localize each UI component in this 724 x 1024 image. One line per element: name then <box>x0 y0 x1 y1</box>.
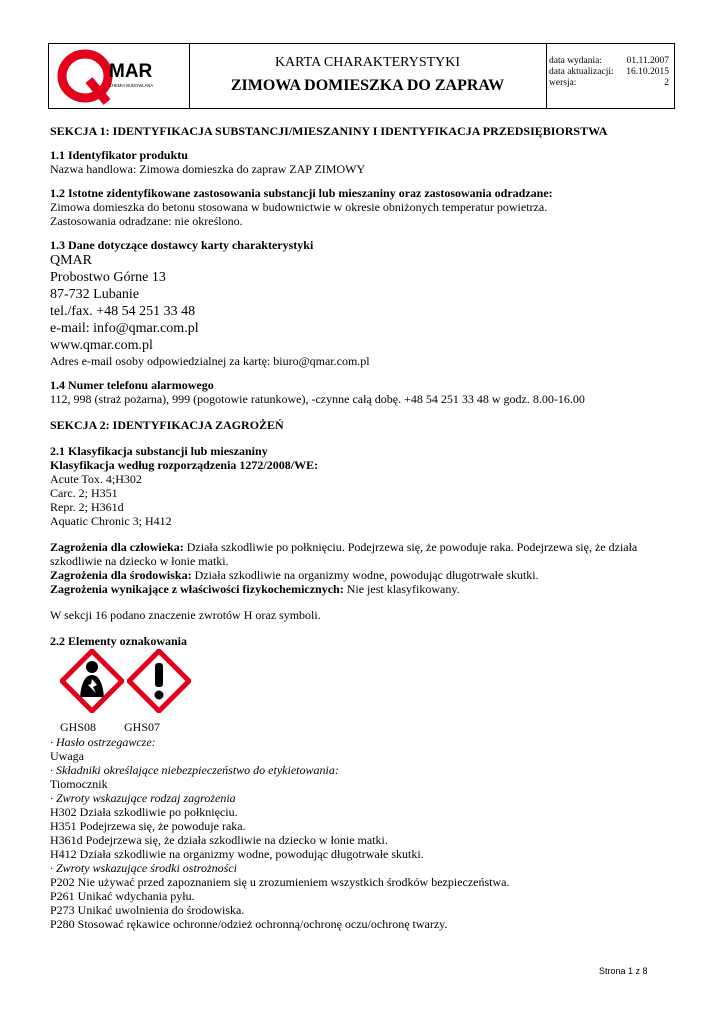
hazard-statement: H412 Działa szkodliwie na organizmy wodne, powodując długotrwałe skutki. <box>50 847 424 861</box>
subsection-1-3-heading: 1.3 Dane dotyczące dostawcy karty charakterystyki <box>50 238 314 252</box>
supplier-name: QMAR <box>50 253 93 268</box>
ghs-code: GHS08 <box>60 720 97 734</box>
subsection-1-2-heading: 1.2 Istotne zidentyfikowane zastosowania substancji lub mieszaniny oraz zastosowania odradzane: <box>50 186 553 200</box>
hazard-component: Tiomocznik <box>50 777 108 791</box>
ghs-pictograms <box>60 648 676 714</box>
precautionary-statement: P273 Unikać uwolnienia do środowiska. <box>50 903 245 917</box>
supplier-phone: tel./fax. +48 54 251 33 48 <box>50 304 196 319</box>
product-title: ZIMOWA DOMIESZKA DO ZAPRAW <box>230 77 505 94</box>
subsection-2-2-heading: 2.2 Elementy oznakowania <box>50 634 188 648</box>
subsection-1-4-heading: 1.4 Numer telefonu alarmowego <box>50 378 214 392</box>
supplier-email: e-mail: info@qmar.com.pl <box>50 321 199 336</box>
subsection-1-1-heading: 1.1 Identyfikator produktu <box>50 148 188 162</box>
hazard-statements-label: · Zwroty wskazujące rodzaj zagrożenia <box>50 791 236 805</box>
section-1-heading: SEKCJA 1: IDENTYFIKACJA SUBSTANCJI/MIESZANINY I IDENTYFIKACJA PRZEDSIĘBIORSTWA <box>50 124 608 138</box>
hazard-statement: H351 Podejrzewa się, że powoduje raka. <box>50 819 246 833</box>
classification-item: Repr. 2; H361d <box>50 500 124 514</box>
hazard-statement: H361d Podejrzewa się, że działa szkodliwie na dziecko w łonie matki. <box>50 833 388 847</box>
hazard-statement: H302 Działa szkodliwie po połknięciu. <box>50 805 238 819</box>
section-2-heading: SEKCJA 2: IDENTYFIKACJA ZAGROŻEŃ <box>50 418 284 432</box>
ghs-codes <box>60 720 676 735</box>
logo-text: MAR <box>109 61 153 82</box>
responsible-email: Adres e-mail osoby odpowiedzialnej za kartę: biuro@qmar.com.pl <box>50 354 370 368</box>
supplier-city: 87-732 Lubanie <box>50 287 140 302</box>
meta-version: wersja: 2 <box>549 78 669 88</box>
uses-advised-against: Zastosowania odradzane: nie określono. <box>50 214 243 228</box>
ghs-code: GHS07 <box>124 720 161 734</box>
health-hazard-icon <box>60 649 124 713</box>
signal-word: Uwaga <box>50 749 84 763</box>
environment-hazards: Zagrożenia dla środowiska: Działa szkodliwie na organizmy wodne, powodując długotrwałe skutki. <box>50 568 539 582</box>
precautionary-statements-label: · Zwroty wskazujące środki ostrożności <box>50 861 238 875</box>
supplier-street: Probostwo Górne 13 <box>50 270 166 285</box>
classification-item: Carc. 2; H351 <box>50 486 118 500</box>
header-title-block <box>189 44 547 108</box>
signal-word-label: · Hasło ostrzegawcze: <box>50 735 156 749</box>
trade-name: Nazwa handlowa: Zimowa domieszka do zapraw ZAP ZIMOWY <box>50 162 366 176</box>
supplier-website: www.qmar.com.pl <box>50 338 153 353</box>
hazard-components-label: · Składniki określające niebezpieczeństwo do etykietowania: <box>50 763 339 777</box>
emergency-phones: 112, 998 (straż pożarna), 999 (pogotowie ratunkowe), -czynne całą dobę. +48 54 251 33 48 w godz. 8.00-16.00 <box>50 392 585 406</box>
precautionary-statement: P202 Nie używać przed zapoznaniem się u zrozumieniem wszystkich środków bezpieczeństwa. <box>50 875 510 889</box>
header-meta <box>549 56 673 89</box>
qmar-logo-graphic <box>49 44 189 108</box>
document-title: KARTA CHARAKTERYSTYKI <box>274 55 461 70</box>
classification-item: Aquatic Chronic 3; H412 <box>50 514 172 528</box>
precautionary-statement: P261 Unikać wdychania pyłu. <box>50 889 195 903</box>
exclamation-mark-icon <box>127 649 191 713</box>
meta-update-date: data aktualizacji: 16.10.2015 <box>549 67 669 77</box>
logo-subtext: CHEMIA BUDOWLANA <box>109 83 154 88</box>
physchem-hazards: Zagrożenia wynikające z właściwości fizykochemicznych: Nie jest klasyfikowany. <box>50 582 460 596</box>
identified-use: Zimowa domieszka do betonu stosowana w budownictwie w okresie obniżonych temperatur powietrza. <box>50 200 548 214</box>
precautionary-statement: P280 Stosować rękawice ochronne/odzież ochronną/ochronę oczu/ochronę twarzy. <box>50 917 448 931</box>
qmar-logo <box>49 44 190 108</box>
meta-issue-date: data wydania: 01.11.2007 <box>549 56 669 66</box>
classification-heading: Klasyfikacja według rozporządzenia 1272/2008/WE: <box>50 458 319 472</box>
subsection-2-1-heading: 2.1 Klasyfikacja substancji lub mieszaniny <box>50 444 268 458</box>
page-number: Strona 1 z 8 <box>599 966 648 976</box>
classification-item: Acute Tox. 4;H302 <box>50 472 142 486</box>
document-body <box>50 124 676 931</box>
human-hazards-cont: szkodliwie na dziecko w łonie matki. <box>50 554 229 568</box>
human-hazards: Zagrożenia dla człowieka: Działa szkodliwie po połknięciu. Podejrzewa się, że powoduje raka. Podejrzewa się, że działa <box>50 540 638 554</box>
section-16-note: W sekcji 16 podano znaczenie zwrotów H oraz symboli. <box>50 608 321 622</box>
document-header <box>48 43 675 109</box>
